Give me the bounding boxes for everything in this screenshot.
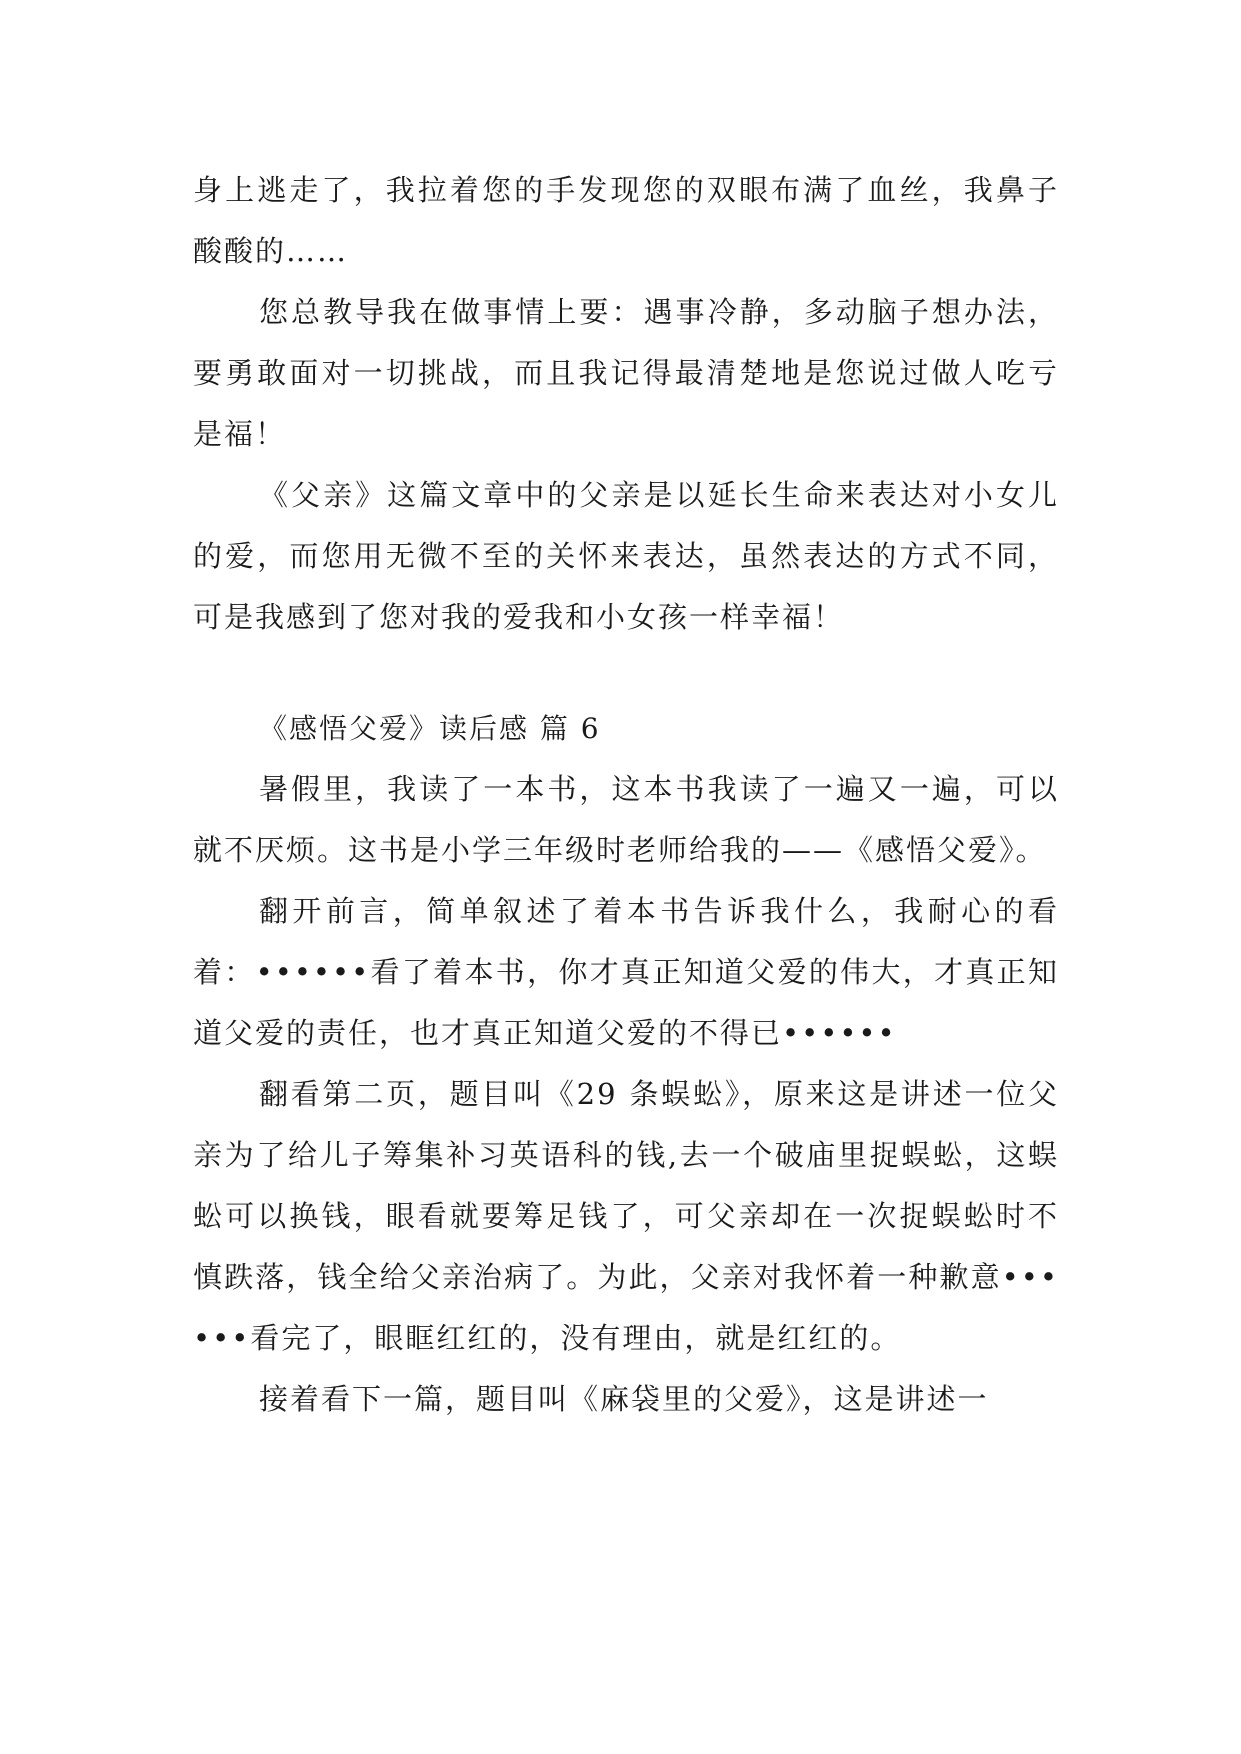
paragraph-teaching: 您总教导我在做事情上要：遇事冷静，多动脑子想办法，要勇敢面对一切挑战，而且我记得最清楚地是您说过做人吃亏是福！: [193, 295, 1059, 451]
paragraph-centipedes: 翻看第二页，题目叫《29 条蜈蚣》，原来这是讲述一位父亲为了给儿子筹集补习英语科的钱,去一个破庙里捉蜈蚣，这蜈蚣可以换钱，眼看就要筹足钱了，可父亲却在一次捉蜈蚣时不慎跌落，钱全给父亲治病了。为此，父亲对我怀着一种歉意••••••看完了，眼眶红红的，没有理由，就是红红的。: [193, 1077, 1059, 1355]
document-body: [193, 160, 1059, 1430]
paragraph-preface: 翻开前言，简单叙述了着本书告诉我什么，我耐心的看着：••••••看了着本书，你才真正知道父爱的伟大，才真正知道父爱的责任，也才真正知道父爱的不得已••••••: [193, 894, 1059, 1050]
paragraph-continued: 身上逃走了，我拉着您的手发现您的双眼布满了血丝，我鼻子酸酸的……: [193, 173, 1059, 268]
paragraph-father-article: 《父亲》这篇文章中的父亲是以延长生命来表达对小女儿的爱，而您用无微不至的关怀来表达，虽然表达的方式不同，可是我感到了您对我的爱我和小女孩一样幸福！: [193, 478, 1059, 634]
paragraph-summer-reading: 暑假里，我读了一本书，这本书我读了一遍又一遍，可以就不厌烦。这书是小学三年级时老师给我的——《感悟父爱》。: [193, 772, 1059, 867]
section-title: 《感悟父爱》读后感 篇 6: [259, 712, 601, 745]
paragraph-next-article: 接着看下一篇，题目叫《麻袋里的父爱》，这是讲述一: [259, 1382, 989, 1416]
